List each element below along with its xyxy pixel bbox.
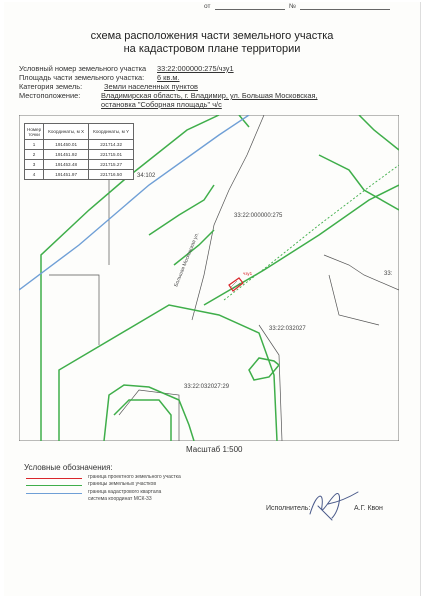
cell: 4 bbox=[25, 170, 44, 180]
number-label: № bbox=[289, 3, 296, 10]
document-page bbox=[4, 2, 421, 596]
signature-mark bbox=[302, 484, 362, 524]
label-parcel: 33:22:000000:275 bbox=[234, 213, 283, 219]
legend-item-crs: система координат МСК-33 bbox=[88, 496, 152, 502]
legend-item-parcel: границы земельных участков bbox=[88, 481, 156, 487]
cell: 191450.01 bbox=[44, 140, 89, 150]
col-y: Координаты, м Y bbox=[89, 124, 134, 140]
table-header-row bbox=[25, 124, 134, 140]
col-point-number: Номер точки bbox=[25, 124, 44, 140]
cell: 2 bbox=[25, 150, 44, 160]
label-street: Большая Московская ул. bbox=[173, 231, 201, 288]
cell: 1 bbox=[25, 140, 44, 150]
location-label: Местоположение: bbox=[19, 91, 81, 100]
cell: 3 bbox=[25, 160, 44, 170]
document-title-line1: схема расположения части земельного участка bbox=[90, 30, 334, 42]
cell: 191453.48 bbox=[44, 160, 89, 170]
legend-item-part: граница проектного земельного участка bbox=[88, 474, 181, 480]
cell: 221715.01 bbox=[89, 150, 134, 160]
table-row bbox=[25, 140, 134, 150]
col-x: Координаты, м X bbox=[44, 124, 89, 140]
legend-swatch-quarter bbox=[26, 493, 82, 494]
cell: 191451.92 bbox=[44, 150, 89, 160]
area-value: 6 кв.м. bbox=[157, 73, 180, 82]
scale-label: Масштаб 1:500 bbox=[186, 445, 243, 454]
cell: 191451.97 bbox=[44, 170, 89, 180]
location-value-line1: Владимирская область, г. Владимир, ул. Большая Московская, bbox=[101, 91, 318, 100]
cond-number-label: Условный номер земельного участка bbox=[19, 64, 147, 73]
legend-swatch-parcel bbox=[26, 485, 82, 486]
label-sub: 33:22:032027:29 bbox=[184, 384, 230, 390]
cond-number-value: 33:22:000000:275/чзу1 bbox=[157, 64, 234, 73]
legend-title: Условные обозначения: bbox=[24, 463, 113, 472]
document-title-line2: на кадастровом плане территории bbox=[123, 43, 301, 55]
cell: 221714.32 bbox=[89, 140, 134, 150]
signature-name: А.Г. Квон bbox=[354, 505, 383, 512]
category-value: Земли населенных пунктов bbox=[104, 82, 198, 91]
location-value-line2: остановка "Соборная площадь" ч/с bbox=[101, 100, 222, 109]
from-label: от bbox=[204, 3, 211, 10]
table-row bbox=[25, 150, 134, 160]
legend-item-quarter: граница кадастрового квартала bbox=[88, 489, 162, 495]
category-label: Категория земель: bbox=[19, 82, 83, 91]
coordinates-table bbox=[24, 123, 134, 180]
cell: 221715.27 bbox=[89, 160, 134, 170]
cell: 221716.50 bbox=[89, 170, 134, 180]
from-underline bbox=[215, 9, 285, 10]
label-edge: 33: bbox=[384, 271, 393, 277]
label-part: чзу1 bbox=[243, 271, 253, 276]
area-label: Площадь части земельного участка: bbox=[19, 73, 145, 82]
number-underline bbox=[300, 9, 390, 10]
legend-swatch-part bbox=[26, 478, 82, 479]
label-block: 33:22:032027 bbox=[269, 326, 306, 332]
signature-role-label: Исполнитель: bbox=[266, 505, 311, 512]
table-row bbox=[25, 160, 134, 170]
label-partial: 34:102 bbox=[137, 173, 156, 179]
table-row bbox=[25, 170, 134, 180]
